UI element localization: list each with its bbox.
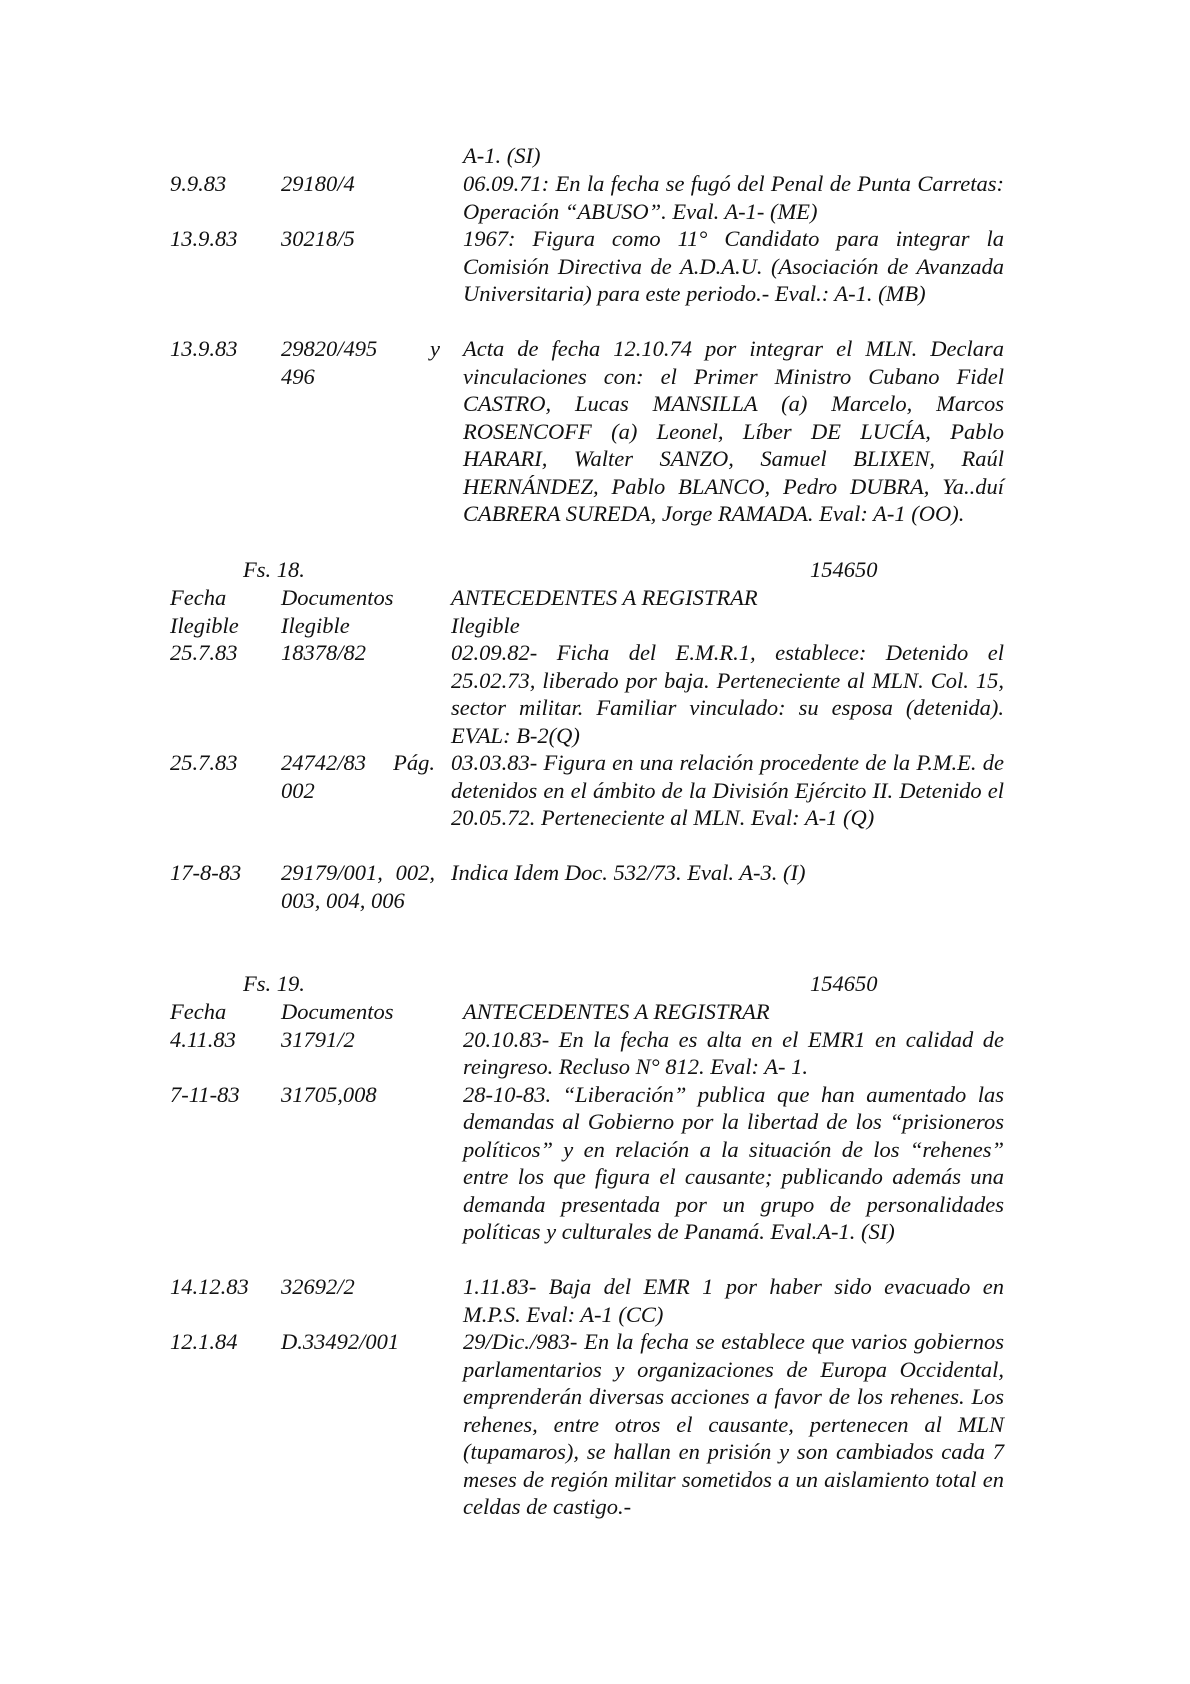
- section-fs-18: [0, 556, 1190, 942]
- folio-number: 154650: [810, 971, 878, 996]
- row-date: 25.7.83: [170, 750, 238, 775]
- row-antecedent: 29/Dic./983- En la fecha se establece que varios gobiernos parlamentarios y organizaciones de Europa Occidental, emprenderán diversas acciones a favor de los rehenes. Los rehenes, entre otros el causante, pertenecen al MLN (tupamaros), se hallan en prisión y son cambiados cada 7 meses de región militar sometidos a un aislamiento total en celdas de castigo.-: [463, 1329, 1004, 1519]
- continuation-line: A-1. (SI): [463, 143, 541, 168]
- row-antecedent: 1.11.83- Baja del EMR 1 por haber sido evacuado en M.P.S. Eval: A-1 (CC): [463, 1274, 1004, 1327]
- row-antecedent: 06.09.71: En la fecha se fugó del Penal de Punta Carretas: Operación “ABUSO”. Eval. A-1- (ME): [463, 171, 1004, 224]
- header-fecha: Fecha: [170, 585, 227, 610]
- row-document: 31705,008: [281, 1081, 377, 1107]
- row-document-continued: 496: [281, 363, 315, 389]
- table-row: [0, 1328, 1190, 1521]
- folio-label: Fs. 19.: [243, 971, 305, 996]
- row-document: 24742/83 Pág. 002: [281, 750, 435, 803]
- row-antecedent: 02.09.82- Ficha del E.M.R.1, establece: Detenido el 25.02.73, liberado por baja. Perteneciente al MLN. Col. 15, sector militar. Familiar vinculado: su esposa (detenida). EVAL: B-2(Q): [451, 640, 1004, 748]
- subheader-antecedentes: Ilegible: [451, 612, 520, 638]
- header-antecedentes: ANTECEDENTES A REGISTRAR: [451, 585, 758, 610]
- row-document: 32692/2: [281, 1274, 355, 1299]
- row-antecedent: Indica Idem Doc. 532/73. Eval. A-3. (I): [451, 860, 806, 885]
- row-document: 29820/495: [281, 336, 378, 361]
- table-row: [0, 1081, 1190, 1274]
- row-date: 14.12.83: [170, 1274, 249, 1299]
- row-antecedent: 28-10-83. “Liberación” publica que han aumentado las demandas al Gobierno por la libertad de los “prisioneros políticos” y en relación a la situación de los “rehenes” entre los que figura el causante; publicando además una demanda presentada por un grupo de personalidades políticas y culturales de Panamá. Eval.A-1. (SI): [463, 1081, 1004, 1244]
- table-row: [0, 1273, 1190, 1328]
- table-row: [0, 170, 1190, 225]
- folio-label: Fs. 18.: [243, 557, 305, 582]
- row-antecedent: 1967: Figura como 11° Candidato para integrar la Comisión Directiva de A.D.A.U. (Asociación de Avanzada Universitaria) para este periodo.- Eval.: A-1. (MB): [463, 226, 1004, 306]
- row-date: 13.9.83: [170, 226, 238, 251]
- row-document-conjunction: y: [430, 336, 440, 361]
- table-row: [0, 1026, 1190, 1081]
- table-subheader: [0, 612, 1190, 640]
- table-row: [0, 335, 1190, 527]
- row-antecedent: Acta de fecha 12.10.74 por integrar el MLN. Declara vinculaciones con: el Primer Ministro Cubano Fidel CASTRO, Lucas MANSILLA (a) Marcelo, Marcos ROSENCOFF (a) Leonel, Líber DE LUCÍA, Pablo HARARI, Walter SANZO, Samuel BLIXEN, Raúl HERNÁNDEZ, Pablo BLANCO, Pedro DUBRA, Ya..duí CABRERA SUREDA, Jorge RAMADA. Eval: A-1 (OO).: [463, 336, 1004, 526]
- row-document: 29180/4: [281, 171, 355, 196]
- row-date: 12.1.84: [170, 1329, 238, 1354]
- table-header: [0, 998, 1190, 1026]
- table-header: [0, 584, 1190, 612]
- row-document: 29179/001, 002, 003, 004, 006: [281, 860, 435, 913]
- row-antecedent: 20.10.83- En la fecha es alta en el EMR1 en calidad de reingreso. Recluso N° 812. Eval: A- 1.: [463, 1026, 1004, 1079]
- row-date: 7-11-83: [170, 1081, 240, 1107]
- header-documentos: Documentos: [281, 585, 394, 610]
- section-continuation: [0, 142, 1190, 527]
- row-date: 25.7.83: [170, 640, 238, 665]
- subheader-documentos: Ilegible: [281, 612, 350, 638]
- row-date: 4.11.83: [170, 1026, 236, 1052]
- table-row: [0, 639, 1190, 749]
- subheader-fecha: Ilegible: [170, 612, 239, 638]
- header-documentos: Documentos: [281, 999, 394, 1024]
- row-document: D.33492/001: [281, 1329, 400, 1354]
- folio-number: 154650: [810, 557, 878, 582]
- section-fs-19: [0, 970, 1190, 1521]
- table-row: [0, 225, 1190, 335]
- table-row: [0, 859, 1190, 942]
- row-antecedent: 03.03.83- Figura en una relación procedente de la P.M.E. de detenidos en el ámbito de la División Ejército II. Detenido el 20.05.72. Perteneciente al MLN. Eval: A-1 (Q): [451, 750, 1004, 830]
- row-date: 17-8-83: [170, 860, 242, 885]
- header-antecedentes: ANTECEDENTES A REGISTRAR: [463, 999, 770, 1024]
- table-row: [0, 749, 1190, 859]
- row-date: 13.9.83: [170, 336, 238, 361]
- row-date: 9.9.83: [170, 171, 227, 196]
- row-document: 18378/82: [281, 640, 367, 665]
- row-document: 30218/5: [281, 226, 355, 251]
- row-document: 31791/2: [281, 1026, 355, 1052]
- header-fecha: Fecha: [170, 999, 227, 1024]
